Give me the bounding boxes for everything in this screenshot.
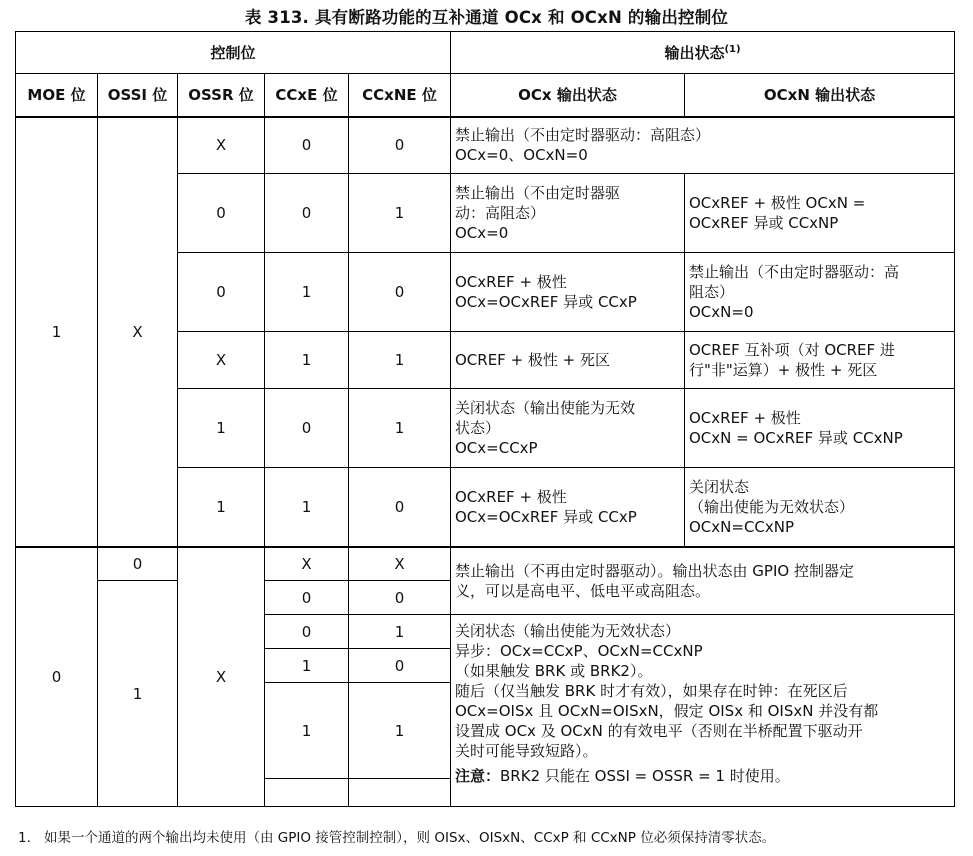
output-control-table bbox=[15, 31, 955, 807]
ccxne-value: 1 bbox=[349, 683, 451, 779]
ccxne-value: 0 bbox=[349, 468, 451, 547]
output-state-merged: 禁止输出（不由定时器驱动：高阻态） OCx=0、OCxN=0 bbox=[451, 117, 955, 174]
ocx-state: OCxREF + 极性 OCx=OCxREF 异或 CCxP bbox=[451, 253, 685, 332]
ossr-value: 0 bbox=[178, 174, 265, 253]
note-label: 注意： bbox=[455, 767, 501, 785]
ccxe-value: 1 bbox=[265, 253, 349, 332]
ocxn-state: OCxREF + 极性 OCxN = OCxREF 异或 CCxNP bbox=[685, 389, 955, 468]
table-row bbox=[16, 117, 955, 174]
ocx-state: OCREF + 极性 + 死区 bbox=[451, 332, 685, 389]
ossr-value: X bbox=[178, 117, 265, 174]
ccxne-value: X bbox=[349, 547, 451, 581]
ccxne-value: 1 bbox=[349, 615, 451, 649]
output-state-gpio: 禁止输出（不再由定时器驱动）。输出状态由 GPIO 控制器定 义，可以是高电平、低电平或高阻态。 bbox=[451, 547, 955, 615]
footnote-ref: (1) bbox=[724, 43, 741, 55]
footnote-text: 如果一个通道的两个输出均未使用（由 GPIO 接管控制控制），则 OISx、OISxN、CCxP 和 CCxNP 位必须保持清零状态。 bbox=[44, 830, 776, 846]
header-ccxe: CCxE 位 bbox=[265, 74, 349, 117]
ccxne-value: 1 bbox=[349, 174, 451, 253]
ccxne-value: 0 bbox=[349, 117, 451, 174]
header-ossr: OSSR 位 bbox=[178, 74, 265, 117]
ccxe-value: 0 bbox=[265, 389, 349, 468]
ossr-value: 1 bbox=[178, 389, 265, 468]
ccxe-value: 0 bbox=[265, 615, 349, 649]
header-ossi: OSSI 位 bbox=[98, 74, 178, 117]
output-state-off: 关闭状态（输出使能为无效状态） 异步：OCx=CCxP、OCxN=CCxNP （如果触发 BRK 或 BRK2）。 随后（仅当触发 BRK 时才有效），如果存在时钟：在死区后 OCx=OISx 且 OCxN=OISxN，假定 OISx 和 OISxN 并没有都 设置成 OCx 及 OCxN 的有效电平（否则在半桥配置下驱动开 关时可能导致短路）。 注意：BRK2 只能在 OSSI = OSSR = 1 时使用。 bbox=[451, 615, 955, 807]
ccxe-value: 1 bbox=[265, 468, 349, 547]
ossr-value: X bbox=[178, 547, 265, 807]
header-ccxne: CCxNE 位 bbox=[349, 74, 451, 117]
ossi-value: X bbox=[98, 117, 178, 547]
ccxne-value: 1 bbox=[349, 389, 451, 468]
header-ocx-output: OCx 输出状态 bbox=[451, 74, 685, 117]
header-ocxn-output: OCxN 输出状态 bbox=[685, 74, 955, 117]
table-row bbox=[16, 547, 955, 581]
moe-value: 0 bbox=[16, 547, 98, 807]
ocxn-state: OCxREF + 极性 OCxN = OCxREF 异或 CCxNP bbox=[685, 174, 955, 253]
ccxe-value: 1 bbox=[265, 649, 349, 683]
header-control-bits: 控制位 bbox=[16, 32, 451, 74]
table-title: 表 313. 具有断路功能的互补通道 OCx 和 OCxN 的输出控制位 bbox=[244, 8, 729, 27]
ccxe-value: 0 bbox=[265, 174, 349, 253]
ccxne-value: 0 bbox=[349, 253, 451, 332]
footnote-number: 1. bbox=[18, 830, 31, 846]
ccxe-value: 1 bbox=[265, 683, 349, 779]
ocxn-state: 关闭状态 （输出使能为无效状态） OCxN=CCxNP bbox=[685, 468, 955, 547]
header-moe: MOE 位 bbox=[16, 74, 98, 117]
ccxe-value: X bbox=[265, 547, 349, 581]
header-output-state: 输出状态$^{(1)}$ bbox=[451, 32, 955, 74]
ocx-state: 关闭状态（输出使能为无效 状态） OCx=CCxP bbox=[451, 389, 685, 468]
ccxne-value: 0 bbox=[349, 581, 451, 615]
ossi-value: 0 bbox=[98, 547, 178, 581]
ccxne-value: 1 bbox=[349, 332, 451, 389]
moe-value: 1 bbox=[16, 117, 98, 547]
ossr-value: 0 bbox=[178, 253, 265, 332]
note-text: BRK2 只能在 OSSI = OSSR = 1 时使用。 bbox=[500, 767, 790, 785]
ocx-state: OCxREF + 极性 OCx=OCxREF 异或 CCxP bbox=[451, 468, 685, 547]
ccxe-value: 0 bbox=[265, 117, 349, 174]
ossr-value: X bbox=[178, 332, 265, 389]
ocx-state: 禁止输出（不由定时器驱 动：高阻态） OCx=0 bbox=[451, 174, 685, 253]
note bbox=[455, 766, 950, 786]
ossr-value: 1 bbox=[178, 468, 265, 547]
ccxne-value: 0 bbox=[349, 649, 451, 683]
ccxe-value: 1 bbox=[265, 332, 349, 389]
ocxn-state: 禁止输出（不由定时器驱动：高 阻态） OCxN=0 bbox=[685, 253, 955, 332]
footnote bbox=[18, 826, 775, 846]
ocxn-state: OCREF 互补项（对 OCREF 进 行"非"运算）+ 极性 + 死区 bbox=[685, 332, 955, 389]
ossi-value: 1 bbox=[98, 581, 178, 807]
ccxe-value: 0 bbox=[265, 581, 349, 615]
